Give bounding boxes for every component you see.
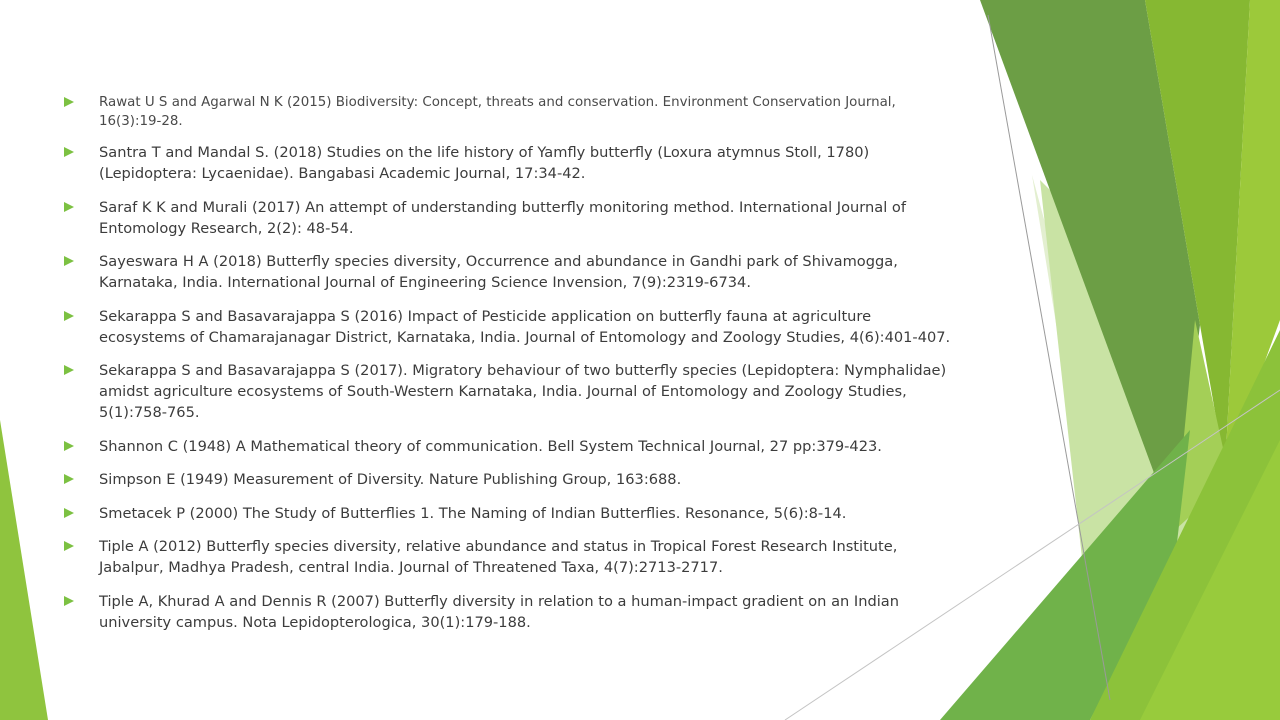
reference-text: Sekarappa S and Basavarajappa S (2017). Migratory behaviour of two butterfly species (Lepidoptera: Nymphalidae) amidst agriculture ecosystems of South-Western Karnataka, India. Journal of Entomology and Zoology Studies, 5(1):758-765.: [99, 362, 947, 421]
reference-item: [62, 469, 952, 490]
reference-item: [62, 436, 952, 457]
reference-text: Simpson E (1949) Measurement of Diversity. Nature Publishing Group, 163:688.: [99, 471, 682, 488]
reference-text: Tiple A, Khurad A and Dennis R (2007) Butterfly diversity in relation to a human-impact gradient on an Indian university campus. Nota Lepidopterologica, 30(1):179-188.: [99, 592, 899, 631]
bullet-arrow-icon: [64, 474, 74, 484]
reference-item: [62, 197, 952, 239]
reference-item: [62, 591, 952, 633]
reference-item: [62, 93, 952, 131]
reference-item: [62, 503, 952, 524]
bullet-arrow-icon: [64, 202, 74, 212]
bullet-arrow-icon: [64, 311, 74, 321]
bullet-arrow-icon: [64, 365, 74, 375]
bullet-arrow-icon: [64, 441, 74, 451]
reference-text: Rawat U S and Agarwal N K (2015) Biodiversity: Concept, threats and conservation. Environment Conservation Journal, 16(3):19-28.: [99, 95, 896, 129]
reference-item: [62, 360, 952, 423]
bullet-arrow-icon: [64, 256, 74, 266]
bullet-arrow-icon: [64, 97, 74, 107]
bullet-arrow-icon: [64, 508, 74, 518]
reference-item: [62, 142, 952, 184]
bullet-arrow-icon: [64, 596, 74, 606]
reference-item: [62, 536, 952, 578]
reference-text: Saraf K K and Murali (2017) An attempt of understanding butterfly monitoring method. International Journal of Entomology Research, 2(2): 48-54.: [99, 198, 906, 237]
reference-text: Smetacek P (2000) The Study of Butterflies 1. The Naming of Indian Butterflies. Resonance, 5(6):8-14.: [99, 504, 847, 522]
deco-shape-left-corner: [0, 420, 48, 720]
reference-text: Tiple A (2012) Butterfly species diversity, relative abundance and status in Tropical Forest Research Institute, Jabalpur, Madhya Pradesh, central India. Journal of Threatened Taxa, 4(7):2713-2717.: [99, 538, 898, 576]
reference-item: [62, 306, 952, 348]
reference-text: Shannon C (1948) A Mathematical theory of communication. Bell System Technical Journal, 27 pp:379-423.: [99, 437, 882, 455]
reference-list: [62, 93, 952, 645]
reference-item: [62, 251, 952, 293]
bullet-arrow-icon: [64, 541, 74, 551]
reference-text: Sekarappa S and Basavarajappa S (2016) Impact of Pesticide application on butterfly fauna at agriculture ecosystems of Chamarajanagar District, Karnataka, India. Journal of Entomology and Zoology Studies, 4(6):401-407.: [99, 307, 951, 346]
reference-text: Santra T and Mandal S. (2018) Studies on the life history of Yamfly butterfly (Loxura atymnus Stoll, 1780) (Lepidoptera: Lycaenidae). Bangabasi Academic Journal, 17:34-42.: [99, 144, 870, 182]
bullet-arrow-icon: [64, 147, 74, 157]
reference-text: Sayeswara H A (2018) Butterfly species diversity, Occurrence and abundance in Gandhi park of Shivamogga, Karnataka, India. International Journal of Engineering Science Invension, 7(9):2319-6734.: [99, 253, 898, 291]
